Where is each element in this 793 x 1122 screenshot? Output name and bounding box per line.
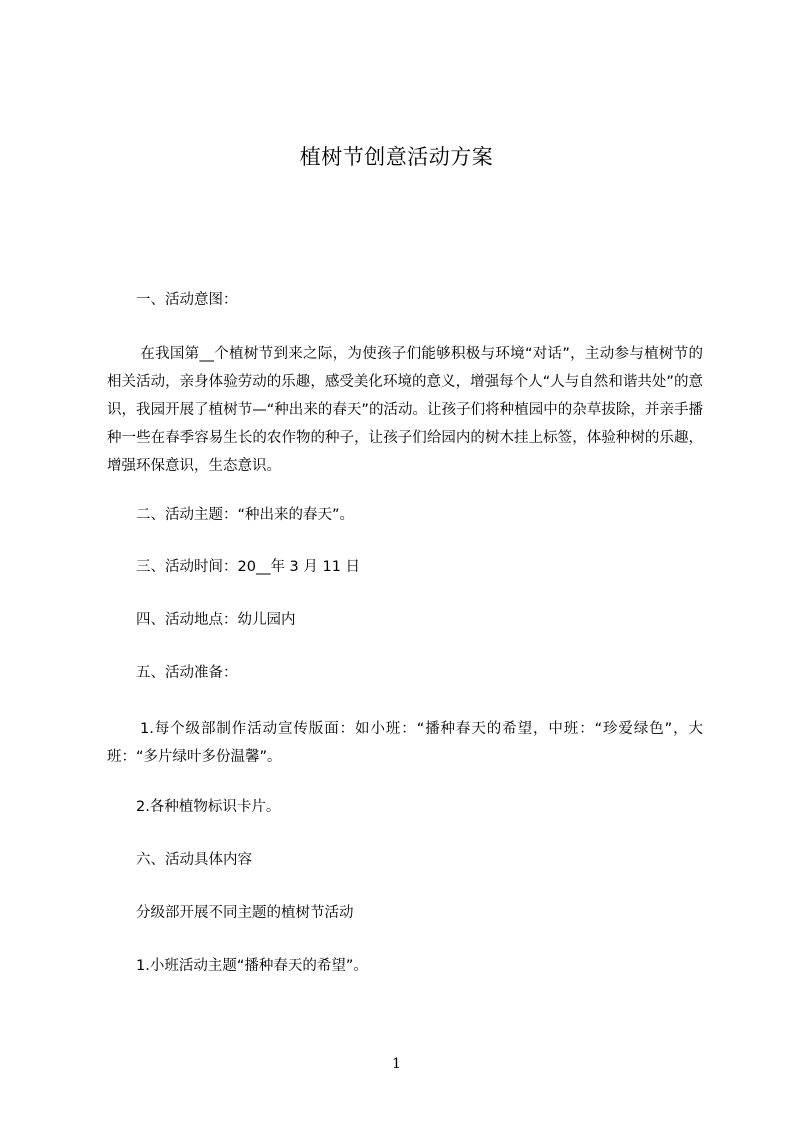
section-6-intro: 分级部开展不同主题的植树节活动 bbox=[136, 905, 354, 921]
section-2-theme: 二、活动主题：“种出来的春天”。 bbox=[136, 507, 355, 523]
section-3-time: 三、活动时间：20__年 3 月 11 日 bbox=[136, 559, 361, 575]
page-number: 1 bbox=[392, 1056, 401, 1072]
section-4-location: 四、活动地点：幼儿园内 bbox=[136, 612, 296, 628]
section-1-body bbox=[107, 340, 703, 480]
section-6-item-1: 1.小班活动主题“播种春天的希望”。 bbox=[136, 958, 368, 974]
section-1-body-text: 在我国第__个植树节到来之际，为使孩子们能够积极与环境“对话”，主动参与植树节的相关活动，亲身体验劳动的乐趣，感受美化环境的意义，增强每个人“人与自然和谐共处”的意识，我园开展了植树节—“种出来的春天”的活动。让孩子们将种植园中的杂草拔除，并亲手播种一些在春季容易生长的农作物的种子，让孩子们给园内的树木挂上标签，体验种树的乐趣，增强环保意识，生态意识。 bbox=[107, 346, 703, 474]
section-5-heading: 五、活动准备： bbox=[136, 665, 238, 681]
document-title: 植树节创意活动方案 bbox=[299, 145, 494, 169]
section-6-heading: 六、活动具体内容 bbox=[136, 852, 252, 868]
section-1-heading: 一、活动意图： bbox=[136, 292, 238, 308]
section-5-item-2: 2.各种植物标识卡片。 bbox=[136, 799, 281, 815]
section-5-item-1-text: 1.每个级部制作活动宣传版面：如小班：“播种春天的希望，中班：“珍爱绿色”，大班：“多片绿叶多份温馨”。 bbox=[107, 721, 703, 765]
section-5-item-1 bbox=[107, 715, 703, 771]
